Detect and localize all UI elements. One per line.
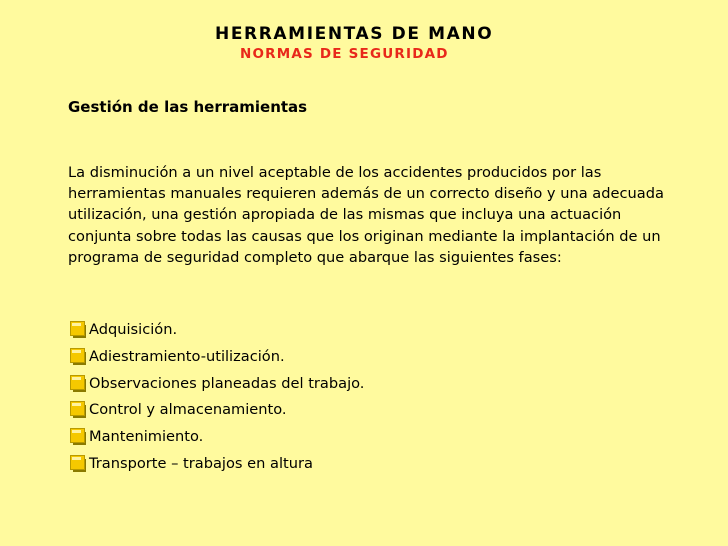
list-item bbox=[70, 371, 364, 395]
list-item-label: Transporte – trabajos en altura bbox=[89, 454, 313, 472]
list-item bbox=[70, 425, 364, 449]
list-item bbox=[70, 451, 364, 475]
checkbox-bullet-icon bbox=[70, 401, 87, 418]
checkbox-bullet-icon bbox=[70, 375, 87, 392]
phase-list bbox=[70, 318, 364, 478]
slide-title: HERRAMIENTAS DE MANO bbox=[215, 24, 494, 44]
checkbox-bullet-icon bbox=[70, 428, 87, 445]
list-item-label: Adiestramiento-utilización. bbox=[89, 347, 285, 365]
checkbox-bullet-icon bbox=[70, 321, 87, 338]
list-item-label: Observaciones planeadas del trabajo. bbox=[89, 374, 365, 392]
checkbox-bullet-icon bbox=[70, 455, 87, 472]
list-item-label: Control y almacenamiento. bbox=[89, 401, 287, 419]
list-item bbox=[70, 398, 364, 422]
body-paragraph: La disminución a un nivel aceptable de los accidentes producidos por las herramientas manuales requieren además de un correcto diseño y una adecuada utilización, una gestión apropiada de las mismas que incluya una actuación conjunta sobre todas las causas que los originan mediante la implantación de un programa de seguridad completo que abarque las siguientes fases: bbox=[68, 164, 664, 266]
list-item bbox=[70, 345, 364, 369]
list-item-label: Adquisición. bbox=[89, 321, 178, 339]
list-item bbox=[70, 318, 364, 342]
checkbox-bullet-icon bbox=[70, 348, 87, 365]
list-item-label: Mantenimiento. bbox=[89, 428, 204, 445]
slide-subtitle: NORMAS DE SEGURIDAD bbox=[240, 46, 449, 62]
section-heading: Gestión de las herramientas bbox=[68, 98, 308, 116]
